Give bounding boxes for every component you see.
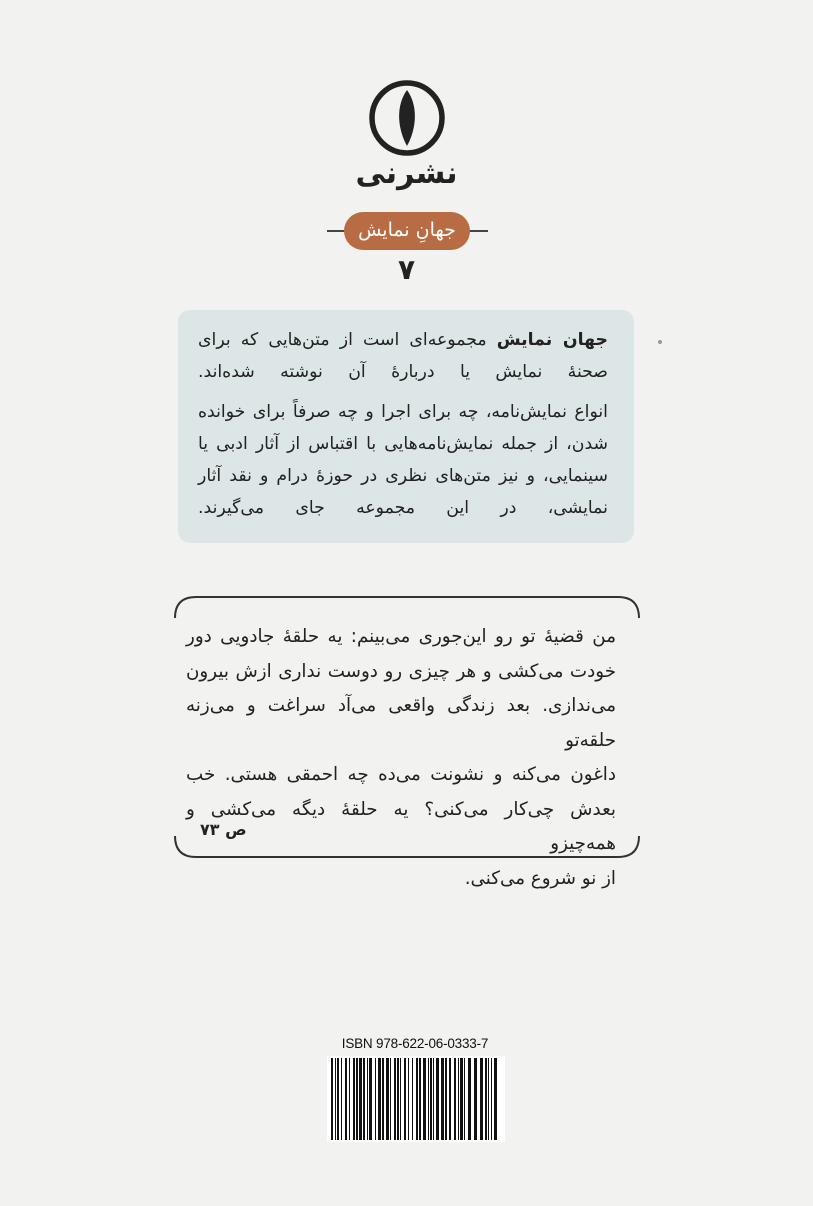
quote-line: بعدش چی‌کار می‌کنی؟ یه حلقهٔ دیگه می‌کشی و همه‌چیزو: [186, 798, 616, 854]
series-divider-right: [468, 230, 488, 232]
barcode-bar: [375, 1058, 376, 1140]
barcode-bar: [458, 1058, 459, 1140]
barcode-bar: [485, 1058, 487, 1140]
quote-line: داغون می‌کنه و نشونت می‌ده چه احمقی هستی. خب: [186, 764, 616, 785]
barcode-bar: [386, 1058, 389, 1140]
quote-page-reference: ص ۷۳: [200, 820, 247, 839]
barcode-bar: [345, 1058, 347, 1140]
series-description: [178, 310, 634, 543]
barcode-bar: [416, 1058, 418, 1140]
barcode-bar: [356, 1058, 358, 1140]
barcode-bar: [394, 1058, 396, 1140]
barcode-bar: [419, 1058, 421, 1140]
barcode-bar: [408, 1058, 409, 1140]
publisher-logo-icon: [369, 78, 445, 158]
barcode-bar: [436, 1058, 439, 1140]
barcode-bar: [335, 1058, 336, 1140]
back-cover-quote: [186, 620, 616, 896]
quote-line: از نو شروع می‌کنی.: [464, 867, 616, 889]
isbn-label: ISBN 978-622-06-0333-7: [341, 1036, 489, 1051]
description-paragraph-1: [198, 324, 608, 388]
barcode-bar: [488, 1058, 489, 1140]
barcode-bar: [369, 1058, 372, 1140]
barcode-bar: [378, 1058, 381, 1140]
barcode-bar: [353, 1058, 355, 1140]
barcode-bar: [341, 1058, 342, 1140]
series-badge: جهانِ نمایش: [344, 212, 470, 250]
barcode-bar: [390, 1058, 391, 1140]
barcode-bar: [491, 1058, 492, 1140]
barcode-bar: [397, 1058, 399, 1140]
description-paragraph-2: انواع نمایش‌نامه، چه برای اجرا و چه صرفاً برای خوانده شدن، از جمله نمایش‌نامه‌هایی با اقتباس از آثار ادبی یا سینمایی، و نیز متن‌های نظری در حوزهٔ درام و نقد آثار نمایشی، در این مجموعه جای می‌گیرند.: [198, 402, 608, 518]
barcode-bar: [404, 1058, 406, 1140]
description-p1-text: مجموعه‌ای است از متن‌هایی که برای صحنهٔ نمایش یا دربارهٔ آن نوشته شده‌اند.: [198, 330, 608, 382]
barcode-bar: [454, 1058, 456, 1140]
series-number: ۷: [397, 253, 416, 286]
barcode-bar: [460, 1058, 463, 1140]
barcode-bar: [400, 1058, 401, 1140]
barcode-bar: [468, 1058, 471, 1140]
barcode-bar: [412, 1058, 413, 1140]
barcode-bar: [331, 1058, 333, 1140]
barcode-bar: [464, 1058, 465, 1140]
barcode-bar: [363, 1058, 365, 1140]
barcode-bar: [480, 1058, 483, 1140]
barcode-bar: [423, 1058, 426, 1140]
barcode-bar: [494, 1058, 497, 1140]
quote-line: خودت می‌کشی و هر چیزی رو دوست نداری ازش بیرون: [186, 660, 616, 682]
barcode-bar: [441, 1058, 444, 1140]
barcode-bar: [445, 1058, 447, 1140]
barcode-bar: [474, 1058, 477, 1140]
description-bold-lead: جهان نمایش: [496, 330, 608, 350]
barcode-bar: [337, 1058, 339, 1140]
barcode-bar: [428, 1058, 429, 1140]
barcode-bar: [349, 1058, 350, 1140]
publisher-name: نشرنی: [355, 156, 458, 191]
barcode-bar: [367, 1058, 368, 1140]
quote-line: من قضیهٔ تو رو این‌جوری می‌بینم: یه حلقهٔ جادویی دور: [186, 626, 616, 647]
decorative-dot: [658, 340, 662, 344]
barcode: [327, 1056, 505, 1142]
barcode-bar: [430, 1058, 432, 1140]
barcode-bar: [382, 1058, 384, 1140]
barcode-bar: [359, 1058, 362, 1140]
quote-line: می‌ندازی. بعد زندگی واقعی می‌آد سراغت و می‌زنه حلقه‌تو: [186, 695, 616, 751]
barcode-bar: [449, 1058, 451, 1140]
barcode-bar: [433, 1058, 434, 1140]
